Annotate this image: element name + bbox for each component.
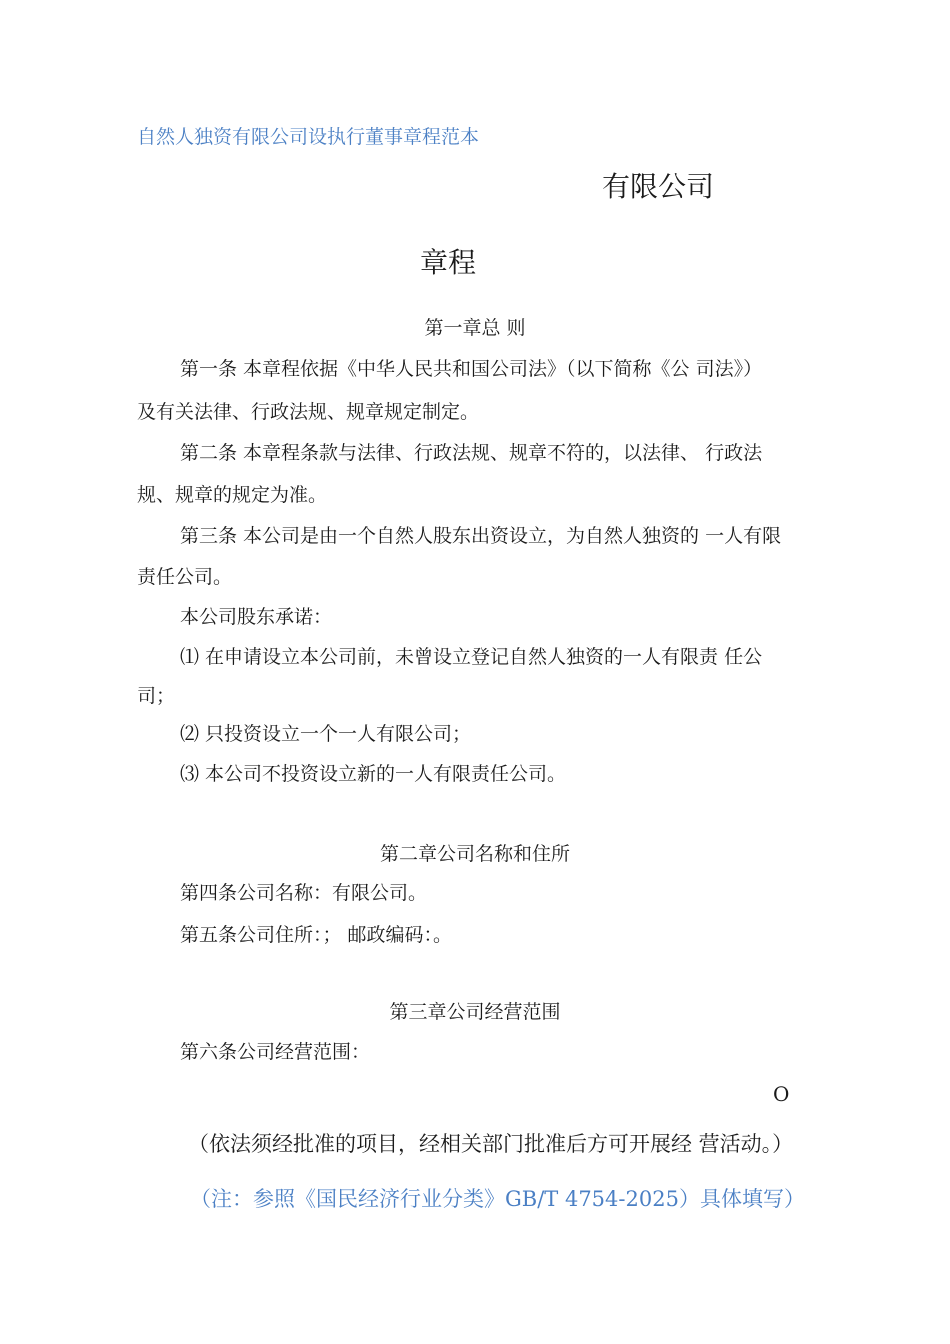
article-5: 第五条公司住所：； 邮政编码：。	[180, 924, 453, 946]
company-name-heading: 有限公司	[602, 170, 715, 203]
article-1-line-2: 及有关法律、行政法规、规章规定制定。	[137, 401, 480, 423]
reference-note: （注：参照《国民经济行业分类》GB/T 4754-2025）具体填写）	[190, 1187, 805, 1211]
approval-note: （依法须经批准的项目，经相关部门批准后方可开展经 营活动。）	[188, 1132, 794, 1156]
placeholder-circle: O	[773, 1082, 790, 1106]
article-3-line-2: 责任公司。	[137, 566, 233, 588]
promise-item-1-line-1: ⑴ 在申请设立本公司前，未曾设立登记自然人独资的一人有限责 任公	[180, 646, 763, 668]
promise-item-2: ⑵ 只投资设立一个一人有限公司；	[180, 723, 472, 745]
article-1-line-1: 第一条 本章程依据《中华人民共和国公司法》（以下简称《公 司法》）	[180, 358, 763, 380]
document-title: 章程	[420, 246, 477, 279]
chapter-2-heading: 第二章公司名称和住所	[379, 843, 570, 865]
promise-item-1-line-2: 司；	[137, 685, 176, 707]
document-subtitle: 自然人独资有限公司设执行董事章程范本	[137, 126, 480, 148]
chapter-3-heading: 第三章公司经营范围	[389, 1001, 561, 1023]
promise-item-3: ⑶ 本公司不投资设立新的一人有限责任公司。	[180, 763, 567, 785]
shareholder-promise: 本公司股东承诺：	[180, 606, 333, 628]
article-2-line-1: 第二条 本章程条款与法律、行政法规、规章不符的，以法律、 行政法	[180, 442, 763, 464]
article-2-line-2: 规、规章的规定为准。	[137, 484, 328, 506]
article-4: 第四条公司名称：有限公司。	[180, 882, 428, 904]
article-3-line-1: 第三条 本公司是由一个自然人股东出资设立，为自然人独资的 一人有限	[180, 525, 782, 547]
article-6: 第六条公司经营范围：	[180, 1041, 371, 1063]
chapter-1-heading: 第一章总 则	[424, 317, 526, 339]
